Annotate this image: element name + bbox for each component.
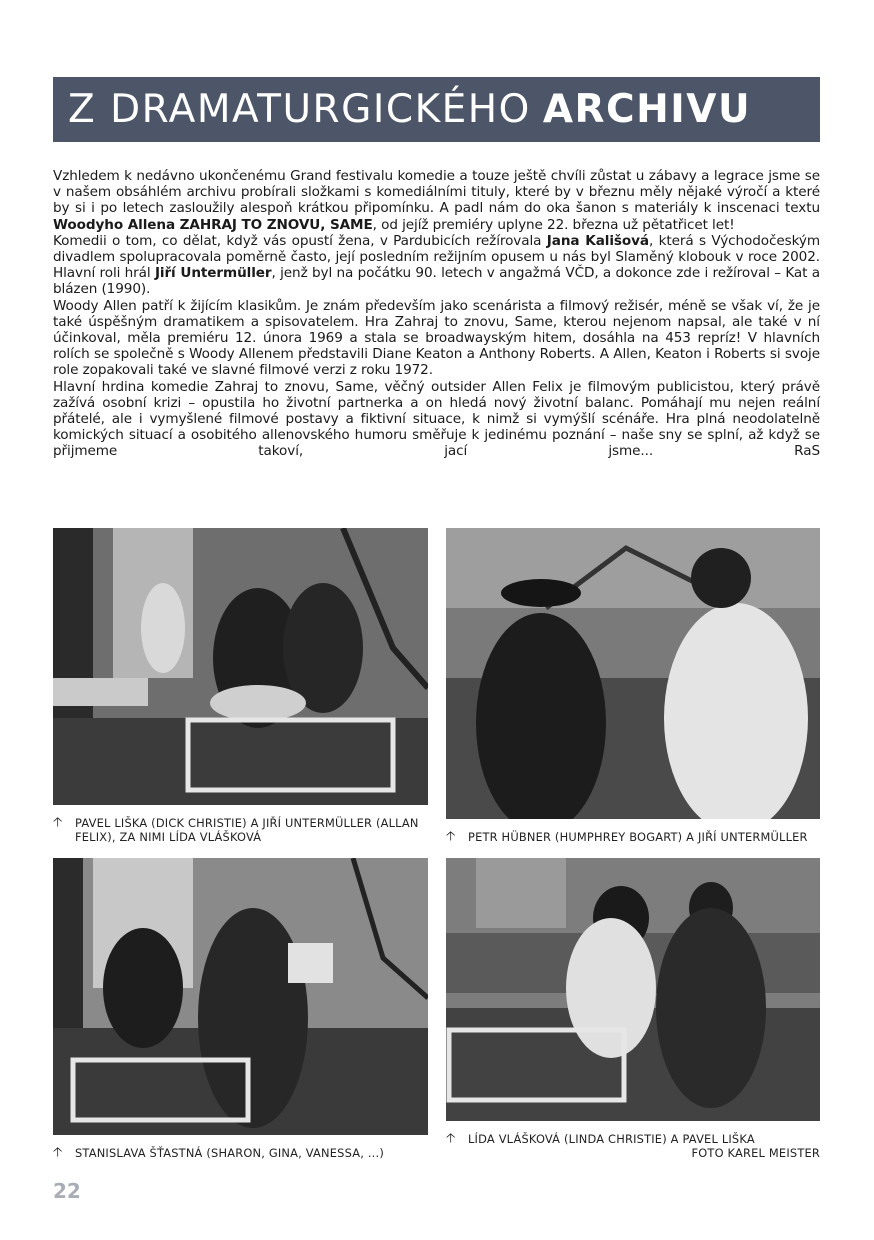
arrow-up-icon: 🡡: [446, 1131, 456, 1146]
photo-caption: [446, 1132, 820, 1160]
title-bold: ARCHIVU: [542, 87, 752, 132]
text-run: Komedii o tom, co dělat, když vás opustí žena, v Pardubicích režírovala: [53, 232, 547, 249]
article-body: [53, 168, 820, 460]
bold-run: Woodyho Allena ZAHRAJ TO ZNOVU, SAME: [53, 216, 373, 233]
arrow-up-icon: 🡡: [446, 829, 456, 844]
text-run: Hlavní hrdina komedie Zahraj to znovu, Same, věčný outsider Allen Felix je filmovým publicistou, který právě zažívá osobní krizi – opustila ho životní partnerka a on hledá nový životní balanc. Pomáhají mu nejen reální přátelé, ale i vymyšlené filmové postavy a fiktivní situace, k nimž si vymýšlí scénáře. Hra plná neodolatelně komických situací a osobitého allenovského humoru směřuje k jedinému poznání – naše sny se splní, až když se přijmeme takoví, jací jsme...: [53, 378, 820, 460]
bold-run: Jana Kališová: [546, 232, 649, 249]
article-paragraph: [53, 168, 820, 233]
caption-text: PETR HÜBNER (HUMPHREY BOGART) A JIŘÍ UNTERMÜLLER: [468, 830, 808, 844]
text-run: , jenž byl na počátku 90. letech v angažmá VČD, a dokonce zde i režíroval – Kat a blázen (1990).: [53, 265, 820, 298]
photo-caption: [446, 830, 820, 844]
photo-vlaskova-liska: [446, 858, 820, 1121]
author-signature: RaS: [794, 443, 820, 460]
photo-credit: FOTO KAREL MEISTER: [691, 1146, 820, 1160]
caption-group: [468, 1132, 820, 1160]
photo-caption: [53, 816, 428, 844]
caption-text: PAVEL LIŠKA (DICK CHRISTIE) A JIŘÍ UNTERMÜLLER (ALLAN FELIX), ZA NIMI LÍDA VLÁŠKOVÁ: [75, 816, 419, 844]
article-paragraph: [53, 233, 820, 298]
caption-text: LÍDA VLÁŠKOVÁ (LINDA CHRISTIE) A PAVEL LIŠKA: [468, 1132, 755, 1146]
article-paragraph: Woody Allen patří k žijícím klasikům. Je znám především jako scenárista a filmový režisér, méně se však ví, že je také úspěšným dramatikem a spisovatelem. Hra Zahraj to znovu, Same, kterou nejenom napsal, ale také v ní účinkoval, měla premiéru 12. února 1969 a stala se broadwayským hitem, dosáhla na 453 repríz! V hlavních rolích se společně s Woody Allenem představili Diane Keaton a Anthony Roberts. A Allen, Keaton i Roberts si svoje role zopakovali také ve slavné filmové verzi z roku 1972.: [53, 297, 820, 379]
text-run: , která s Východočeským divadlem spolupracovala poměrně často, její posledním režijním opusem u nás byl Slaměný klobouk v roce 2002. Hlavní roli hrál: [53, 232, 820, 282]
arrow-up-icon: 🡡: [53, 815, 63, 830]
page-number: 22: [53, 1179, 81, 1203]
title-light: Z DRAMATURGICKÉHO: [68, 87, 531, 132]
text-run: , od jejíž premiéry uplyne 22. března už pětatřicet let!: [372, 216, 735, 233]
text-run: Vzhledem k nedávno ukončenému Grand festivalu komedie a touze ještě chvíli zůstat u zábavy a legrace jsme se v našem obsáhlém archivu probírali složkami s komediálními tituly, které by v březnu měly nějaké výročí a které by si i po letech zasloužily alespoň krátkou připomínku. A padl nám do oka šanon s materiály k inscenaci textu: [53, 168, 820, 217]
photo-stastna: [53, 858, 428, 1135]
photo-liska-untermuller: [53, 528, 428, 805]
section-title-banner: [53, 77, 820, 142]
photo-caption: [53, 1146, 428, 1160]
caption-text: STANISLAVA ŠŤASTNÁ (SHARON, GINA, VANESSA, ...): [75, 1146, 384, 1160]
arrow-up-icon: 🡡: [53, 1145, 63, 1160]
bold-run: Jiří Untermüller: [154, 265, 272, 282]
photo-hubner-untermuller: [446, 528, 820, 819]
article-paragraph: [53, 379, 820, 460]
